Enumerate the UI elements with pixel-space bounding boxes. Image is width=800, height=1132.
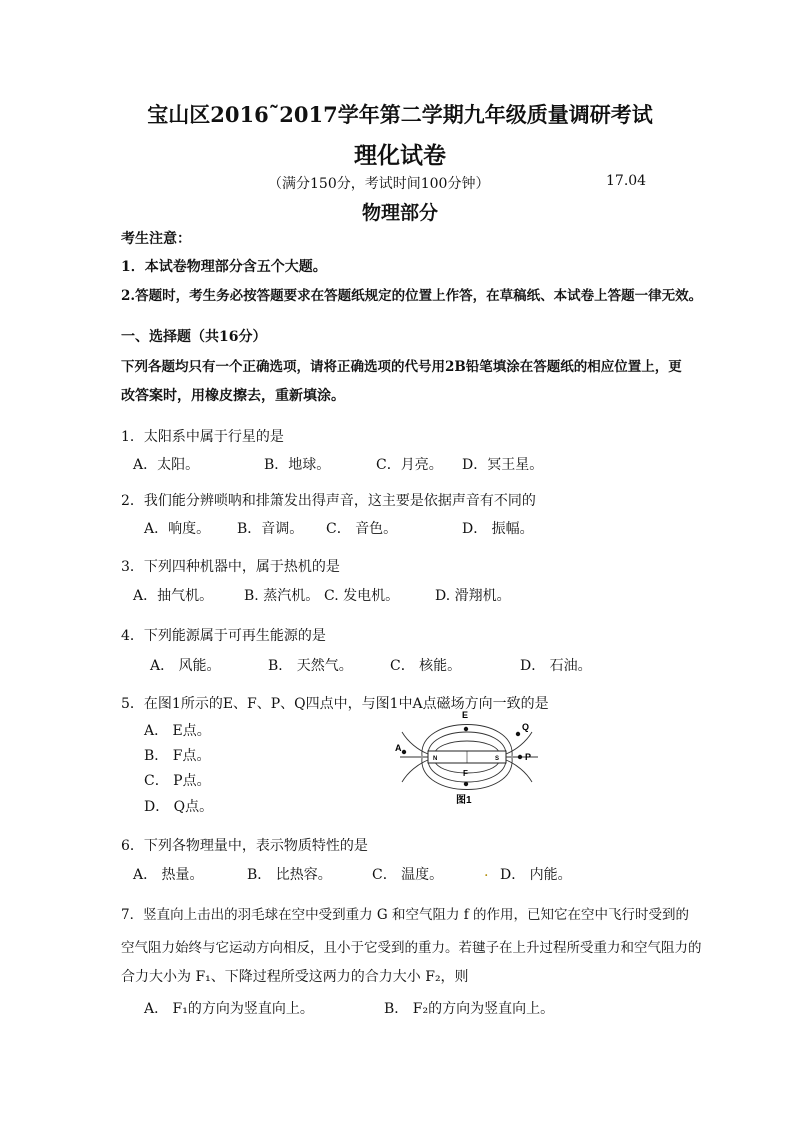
- option-b: B． 天然气。: [268, 658, 353, 674]
- exam-title: 宝山区2016˜2017学年第二学期九年级质量调研考试: [147, 102, 653, 127]
- question-stem: 5．在图1所示的E、F、P、Q四点中，与图1中A点磁场方向一致的是: [121, 696, 549, 712]
- option-a: A．抽气机。: [133, 588, 214, 604]
- option-a: A． 风能。: [150, 658, 221, 674]
- option-a: A．响度。: [144, 521, 211, 537]
- option-d: D． 振幅。: [462, 521, 534, 537]
- option-d: D． Q点。: [144, 799, 214, 815]
- label-p: P: [525, 752, 532, 762]
- stray-dot: .: [484, 864, 489, 880]
- label-n: N: [433, 756, 438, 762]
- option-b: B． 比热容。: [247, 867, 332, 883]
- point-f: [464, 782, 468, 786]
- option-c: C．月亮。: [376, 457, 443, 473]
- part1-heading: 一、选择题（共16分）: [121, 329, 267, 345]
- label-a: A: [395, 743, 402, 753]
- option-b: B．地球。: [264, 457, 331, 473]
- label-e: E: [462, 710, 469, 720]
- question-stem-line1: 7．竖直向上击出的羽毛球在空中受到重力 G 和空气阻力 f 的作用，已知它在空中飞行时受到的: [121, 907, 690, 923]
- option-c: C． 温度。: [372, 867, 444, 883]
- question-stem-line3: 合力大小为 F₁、下降过程所受这两力的合力大小 F₂，则: [121, 969, 469, 985]
- option-b: B．音调。: [237, 521, 304, 537]
- point-a: [402, 750, 406, 754]
- point-p: [518, 755, 522, 759]
- figure-caption: 图1: [456, 795, 472, 806]
- option-b: B. 蒸汽机。: [244, 588, 320, 604]
- option-d: D． 石油。: [520, 658, 592, 674]
- part1-instruction-line1: 下列各题均只有一个正确选项，请将正确选项的代号用2B铅笔填涂在答题纸的相应位置上，更: [121, 359, 682, 375]
- option-b: B． F₂的方向为竖直向上。: [384, 1001, 555, 1017]
- part1-instruction-line2: 改答案时，用橡皮擦去，重新填涂。: [121, 388, 345, 404]
- notice-item-2: 2.答题时，考生务必按答题要求在答题纸规定的位置上作答，在草稿纸、本试卷上答题一律无效。: [121, 288, 703, 304]
- point-e: [464, 727, 468, 731]
- exam-info: （满分150分，考试时间100分钟）: [268, 176, 490, 192]
- label-q: Q: [522, 722, 530, 732]
- question-stem: 3．下列四种机器中，属于热机的是: [121, 559, 340, 575]
- option-c: C． 音色。: [326, 521, 398, 537]
- option-d: D．冥王星。: [462, 457, 544, 473]
- question-stem: 6．下列各物理量中，表示物质特性的是: [121, 838, 368, 854]
- question-stem: 2．我们能分辨唢呐和排箫发出得声音，这主要是依据声音有不同的: [121, 493, 536, 509]
- question-stem: 4．下列能源属于可再生能源的是: [121, 628, 326, 644]
- figure-1-magnet-diagram: [392, 708, 542, 808]
- option-b: B． F点。: [144, 748, 211, 764]
- option-c: C． 核能。: [390, 658, 462, 674]
- option-d: D． 内能。: [500, 867, 572, 883]
- label-f: F: [463, 769, 468, 778]
- section-title: 物理部分: [361, 202, 438, 224]
- question-stem-line2: 空气阻力始终与它运动方向相反，且小于它受到的重力。若毽子在上升过程所受重力和空气阻力的: [121, 940, 702, 956]
- subject-title: 理化试卷: [354, 142, 446, 169]
- point-q: [516, 732, 520, 736]
- option-c: C. 发电机。: [324, 588, 400, 604]
- option-d: D. 滑翔机。: [435, 588, 511, 604]
- option-c: C． P点。: [144, 773, 211, 789]
- option-a: A． 热量。: [133, 867, 204, 883]
- exam-date: 17.04: [606, 173, 647, 189]
- question-stem: 1．太阳系中属于行星的是: [121, 429, 284, 445]
- label-s: S: [495, 756, 500, 762]
- notice-item-1: 1．本试卷物理部分含五个大题。: [121, 259, 327, 275]
- notice-heading: 考生注意：: [121, 231, 191, 247]
- option-a: A． F₁的方向为竖直向上。: [144, 1001, 314, 1017]
- option-a: A．太阳。: [133, 457, 200, 473]
- option-a: A． E点。: [144, 723, 211, 739]
